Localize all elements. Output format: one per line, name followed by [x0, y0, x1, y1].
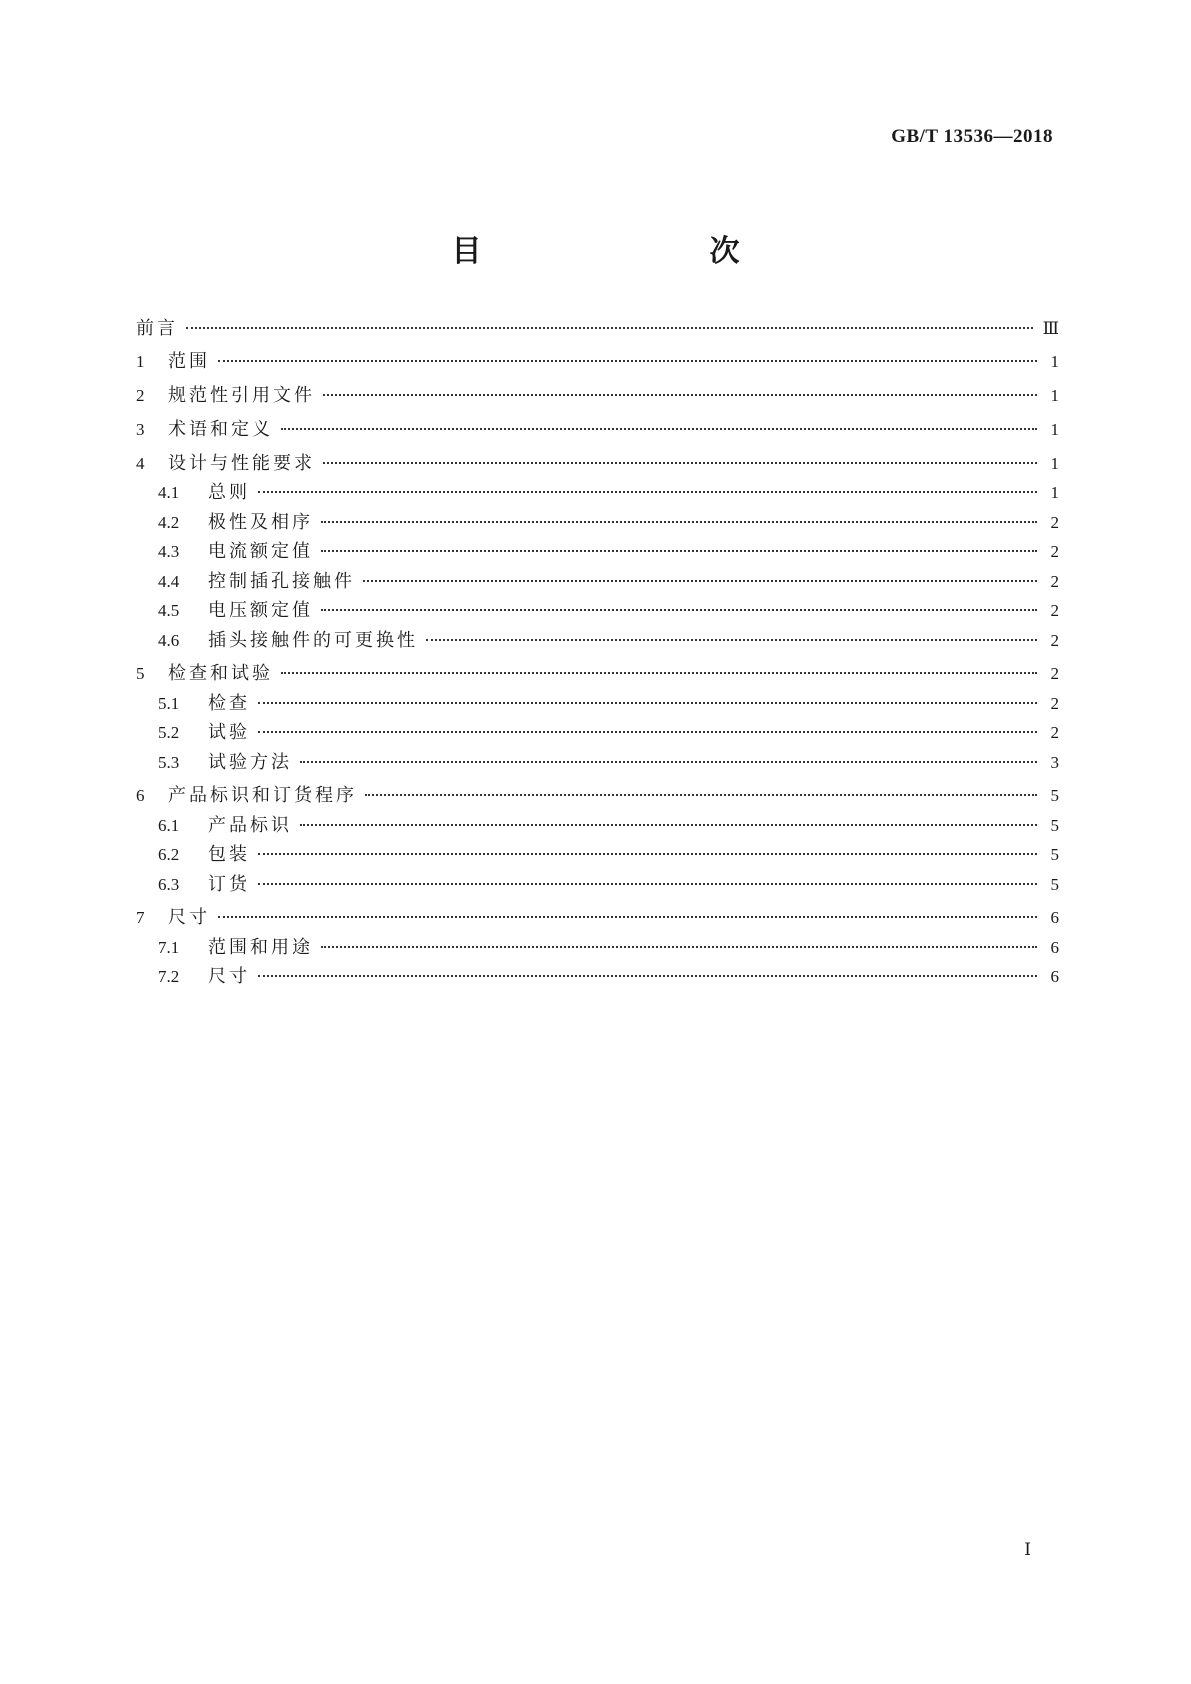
toc-entry-number: 2 — [136, 386, 145, 405]
toc-leader-dots — [258, 491, 1037, 493]
toc-leader-dots — [258, 883, 1037, 885]
toc-entry-number: 4.6 — [158, 631, 180, 650]
toc-leader-dots — [321, 550, 1037, 552]
toc-entry-foreword[interactable] — [136, 318, 1059, 340]
toc-entry-4-4[interactable] — [136, 571, 1059, 593]
toc-entry-page: 2 — [1050, 542, 1059, 561]
toc-entry-label: 电压额定值 — [208, 600, 313, 621]
standard-code: GB/T 13536—2018 — [891, 126, 1053, 147]
toc-leader-dots — [426, 639, 1037, 641]
toc-entry-number: 4.5 — [158, 601, 180, 620]
toc-entry-6-2[interactable] — [136, 844, 1059, 866]
toc-entry-label: 尺寸 — [168, 907, 210, 928]
toc-entry-label: 产品标识 — [208, 815, 292, 836]
toc-entry-number: 3 — [136, 420, 145, 439]
toc-entry-label: 设计与性能要求 — [168, 453, 315, 474]
toc-entry-number: 7.2 — [158, 967, 180, 986]
toc-entry-label: 包装 — [208, 844, 250, 865]
toc-entry-4-2[interactable] — [136, 512, 1059, 534]
toc-entry-4-1[interactable] — [136, 482, 1059, 504]
toc-entry-page: 2 — [1050, 513, 1059, 532]
toc-entry-1[interactable] — [136, 351, 1059, 373]
toc-entry-label: 前言 — [136, 318, 178, 339]
toc-entry-label: 检查和试验 — [168, 663, 273, 684]
toc-entry-number: 6.2 — [158, 845, 180, 864]
toc-leader-dots — [300, 824, 1037, 826]
toc-leader-dots — [321, 521, 1037, 523]
toc-entry-5-1[interactable] — [136, 693, 1059, 715]
toc-leader-dots — [281, 672, 1037, 674]
toc-entry-page: 2 — [1050, 631, 1059, 650]
toc-leader-dots — [218, 916, 1037, 918]
toc-entry-page: 2 — [1050, 664, 1059, 683]
toc-leader-dots — [321, 946, 1037, 948]
toc-entry-number: 1 — [136, 352, 145, 371]
toc-entry-5-2[interactable] — [136, 722, 1059, 744]
toc-entry-label: 控制插孔接触件 — [208, 571, 355, 592]
page-number: Ⅰ — [1024, 1540, 1031, 1559]
toc-entry-page: 6 — [1050, 967, 1059, 986]
toc-entry-label: 术语和定义 — [168, 419, 273, 440]
toc-leader-dots — [258, 853, 1037, 855]
toc-entry-label: 试验 — [208, 722, 250, 743]
toc-entry-label: 规范性引用文件 — [168, 385, 315, 406]
toc-entry-number: 5.3 — [158, 753, 180, 772]
toc-entry-number: 4.2 — [158, 513, 180, 532]
toc-entry-label: 尺寸 — [208, 966, 250, 987]
toc-entry-label: 试验方法 — [208, 752, 292, 773]
toc-entry-page: 1 — [1050, 420, 1059, 439]
toc-entry-4-3[interactable] — [136, 541, 1059, 563]
toc-entry-number: 4 — [136, 454, 145, 473]
toc-entry-page: 5 — [1050, 786, 1059, 805]
toc-entry-7[interactable] — [136, 907, 1059, 929]
toc-entry-number: 7 — [136, 908, 145, 927]
toc-entry-page: 2 — [1050, 694, 1059, 713]
toc-entry-4[interactable] — [136, 453, 1059, 475]
toc-entry-6[interactable] — [136, 785, 1059, 807]
toc-entry-page: 6 — [1050, 938, 1059, 957]
toc-entry-label: 插头接触件的可更换性 — [208, 630, 418, 651]
toc-leader-dots — [363, 580, 1037, 582]
toc-leader-dots — [258, 702, 1037, 704]
toc-entry-page: 1 — [1050, 386, 1059, 405]
toc-entry-page: Ⅲ — [1042, 319, 1059, 338]
toc-entry-number: 6 — [136, 786, 145, 805]
toc-entry-number: 5 — [136, 664, 145, 683]
toc-leader-dots — [323, 394, 1037, 396]
toc-leader-dots — [186, 327, 1033, 329]
toc-entry-page: 5 — [1050, 875, 1059, 894]
toc-entry-number: 6.3 — [158, 875, 180, 894]
toc-entry-number: 7.1 — [158, 938, 180, 957]
toc-entry-5-3[interactable] — [136, 752, 1059, 774]
toc-entry-page: 2 — [1050, 723, 1059, 742]
toc-entry-7-1[interactable] — [136, 937, 1059, 959]
toc-entry-5[interactable] — [136, 663, 1059, 685]
toc-entry-page: 2 — [1050, 572, 1059, 591]
toc-entry-page: 5 — [1050, 816, 1059, 835]
toc-entry-page: 5 — [1050, 845, 1059, 864]
toc-entry-4-6[interactable] — [136, 630, 1059, 652]
toc-entry-7-2[interactable] — [136, 966, 1059, 988]
toc-entry-label: 检查 — [208, 693, 250, 714]
toc-entry-label: 范围 — [168, 351, 210, 372]
toc-entry-label: 总则 — [208, 482, 250, 503]
toc-entry-label: 订货 — [208, 874, 250, 895]
toc-entry-number: 6.1 — [158, 816, 180, 835]
toc-leader-dots — [218, 360, 1037, 362]
toc-leader-dots — [258, 975, 1037, 977]
toc-entry-label: 产品标识和订货程序 — [168, 785, 357, 806]
toc-entry-page: 6 — [1050, 908, 1059, 927]
toc-entry-number: 4.1 — [158, 483, 180, 502]
toc-entry-6-1[interactable] — [136, 815, 1059, 837]
toc-entry-number: 4.4 — [158, 572, 180, 591]
toc-entry-number: 4.3 — [158, 542, 180, 561]
toc-entry-label: 极性及相序 — [208, 512, 313, 533]
toc-leader-dots — [300, 761, 1037, 763]
toc-entry-6-3[interactable] — [136, 874, 1059, 896]
toc-leader-dots — [258, 731, 1037, 733]
toc-entry-page: 1 — [1050, 352, 1059, 371]
toc-entry-number: 5.1 — [158, 694, 180, 713]
toc-leader-dots — [365, 794, 1037, 796]
toc-entry-page: 2 — [1050, 601, 1059, 620]
toc-leader-dots — [321, 609, 1037, 611]
toc-leader-dots — [281, 428, 1037, 430]
toc-entry-number: 5.2 — [158, 723, 180, 742]
toc-entry-2[interactable] — [136, 385, 1059, 407]
toc-entry-3[interactable] — [136, 419, 1059, 441]
toc-entry-page: 3 — [1050, 753, 1059, 772]
toc-entry-page: 1 — [1050, 454, 1059, 473]
toc-leader-dots — [323, 462, 1037, 464]
toc-entry-label: 范围和用途 — [208, 937, 313, 958]
toc-entry-label: 电流额定值 — [208, 541, 313, 562]
toc-entry-page: 1 — [1050, 483, 1059, 502]
page-title: 目 次 — [451, 234, 796, 269]
toc-entry-4-5[interactable] — [136, 600, 1059, 622]
